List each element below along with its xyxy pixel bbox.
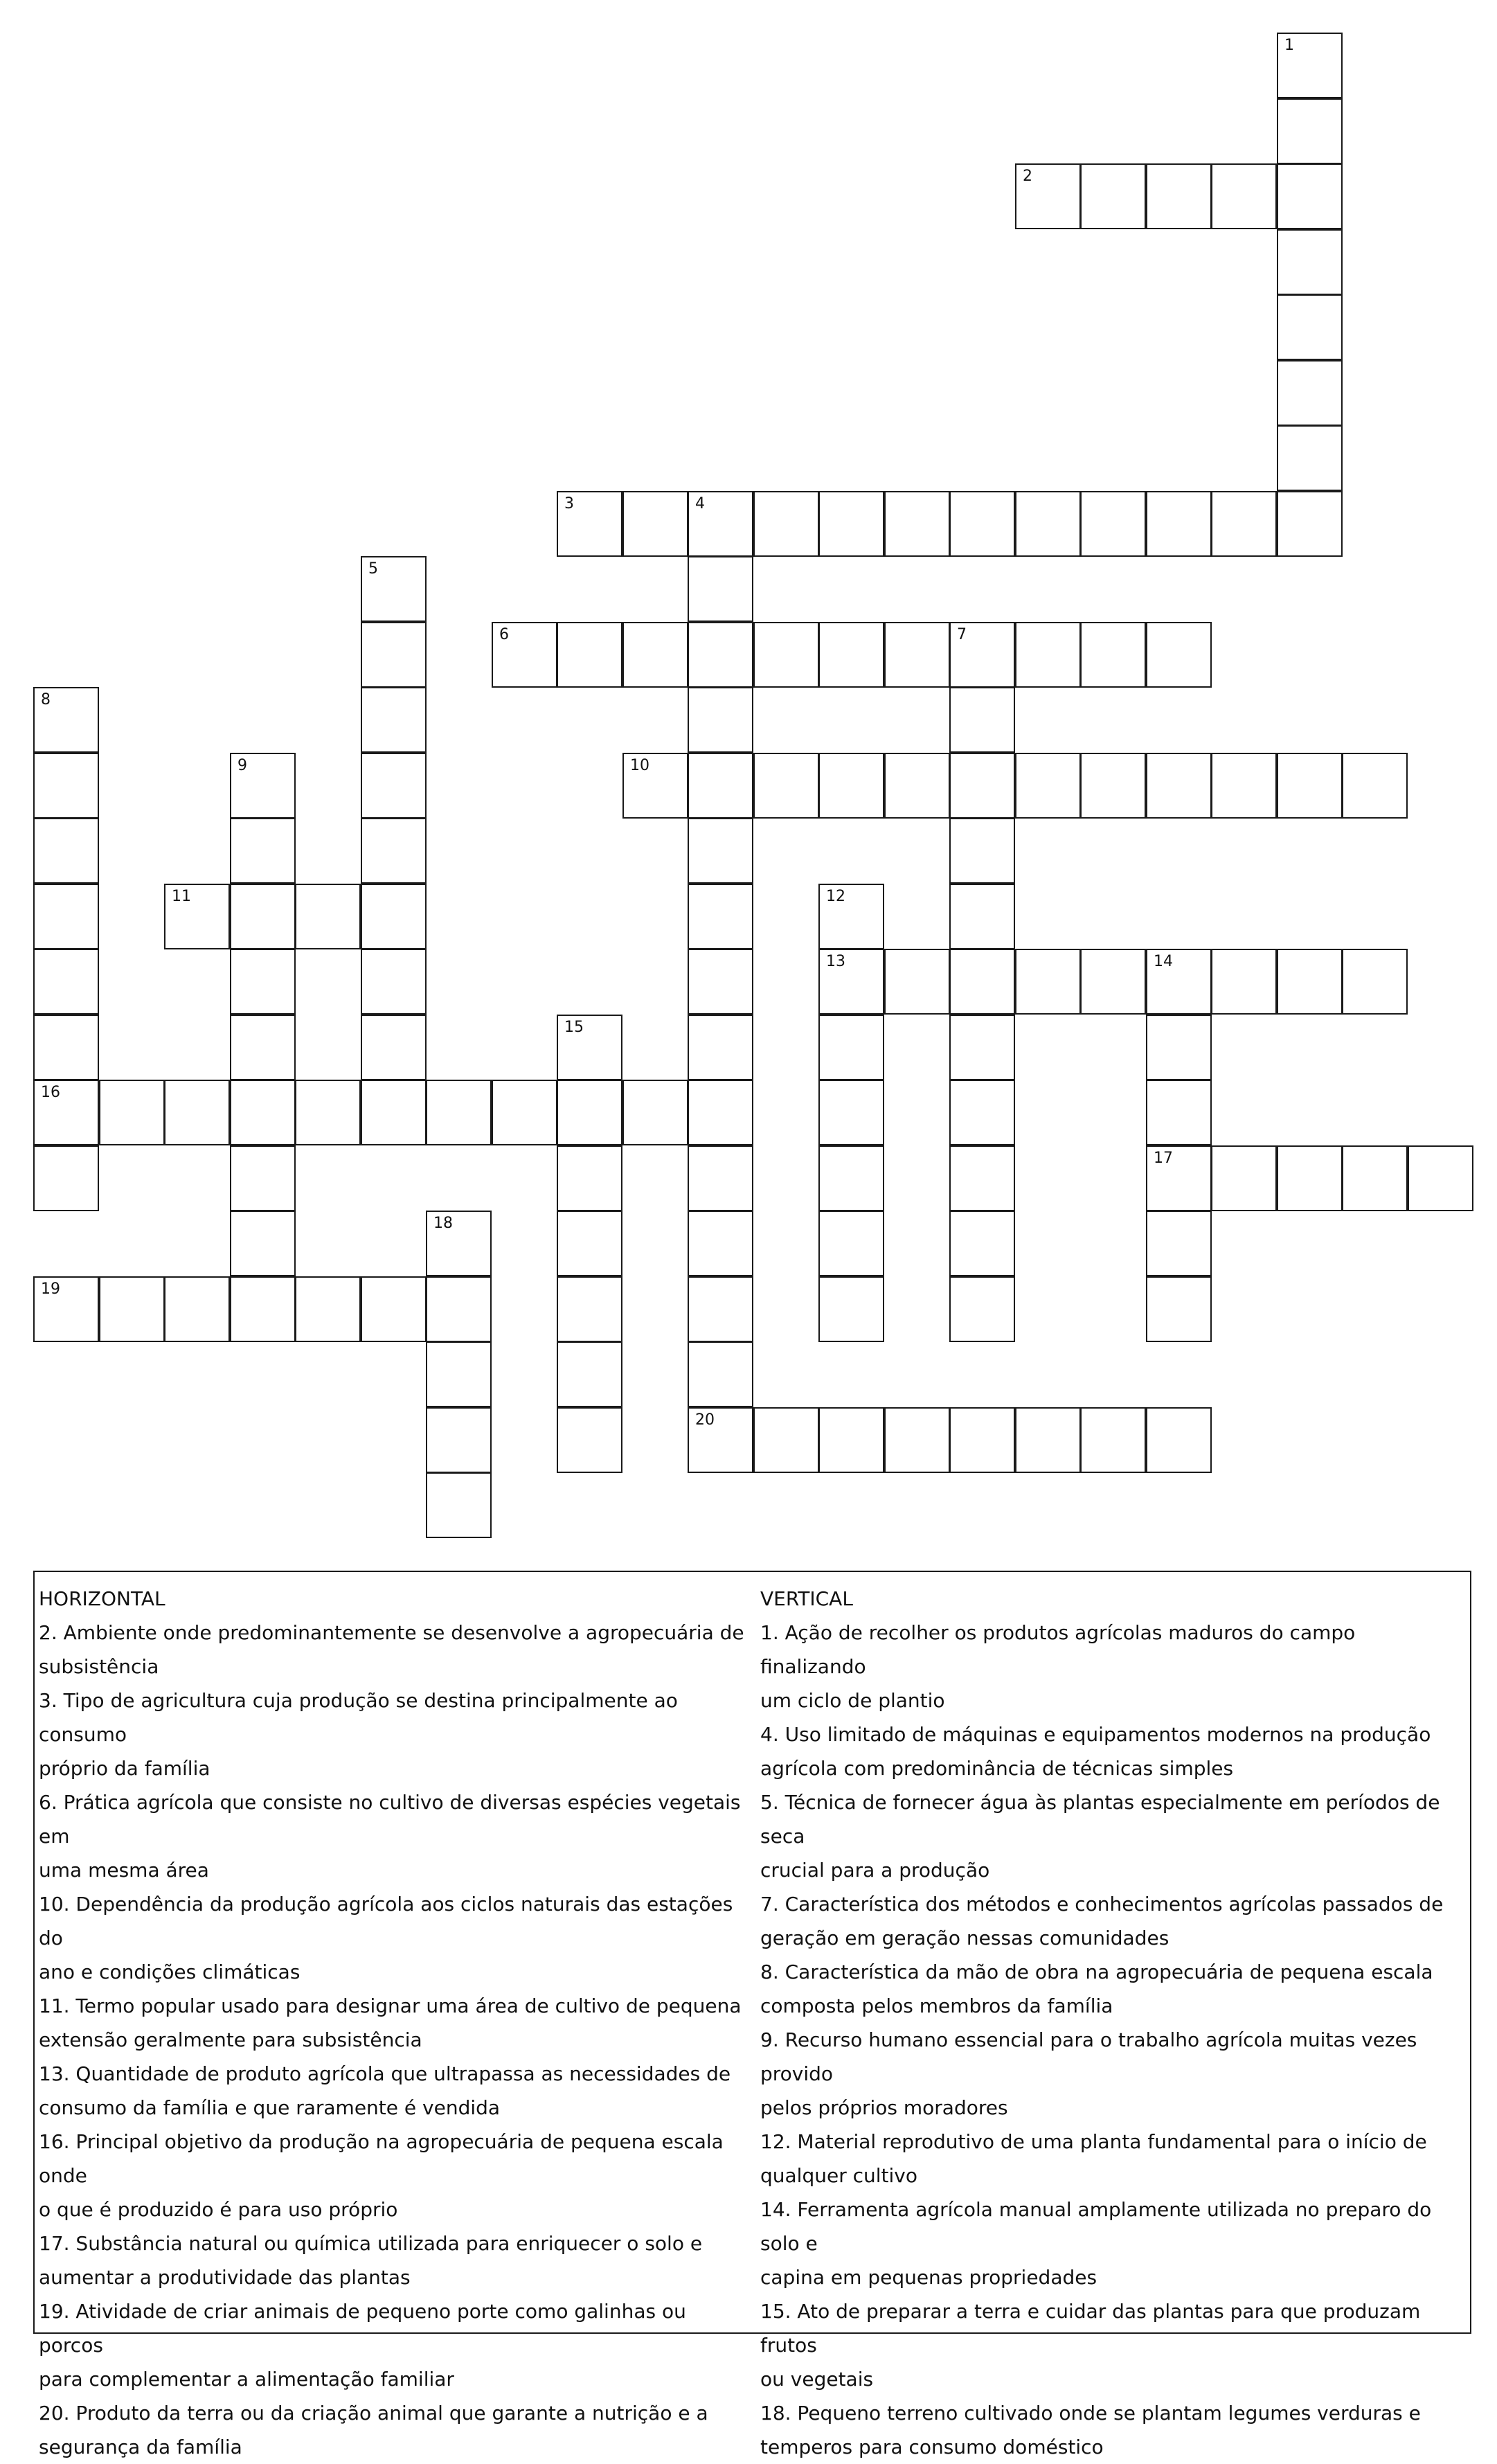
clue-line: um ciclo de plantio (760, 1689, 945, 1712)
clue-line: 2. Ambiente onde predominantemente se desenvolve a agropecuária de (39, 1621, 744, 1644)
clue-line: qualquer cultivo (760, 2164, 917, 2187)
clue-line: 17. Substância natural ou química utilizada para enriquecer o solo e (39, 2232, 703, 2255)
crossword-cell[interactable] (557, 1080, 622, 1145)
crossword-cell[interactable] (557, 1211, 622, 1276)
crossword-cell[interactable] (557, 1145, 622, 1211)
clue-number: 17 (1154, 1150, 1173, 1167)
clue-number: 19 (41, 1280, 60, 1298)
crossword-cell[interactable] (33, 687, 99, 753)
crossword-cell[interactable] (230, 1015, 296, 1080)
crossword-cell[interactable] (1408, 1145, 1473, 1211)
crossword-cell[interactable] (230, 1276, 296, 1342)
clue-line: 9. Recurso humano essencial para o trabalho agrícola muitas vezes provido (760, 2028, 1417, 2085)
crossword-cell[interactable] (818, 1407, 884, 1473)
crossword-cell[interactable] (949, 687, 1015, 753)
crossword-cell[interactable] (33, 1080, 99, 1145)
clue-number: 20 (695, 1411, 715, 1429)
crossword-cell[interactable] (1277, 425, 1343, 491)
crossword-cell[interactable] (230, 1080, 296, 1145)
crossword-cell[interactable] (1277, 163, 1343, 229)
clue-line: 7. Característica dos métodos e conhecimentos agrícolas passados de (760, 1893, 1444, 1916)
clue-line: ou vegetais (760, 2368, 874, 2391)
crossword-cell[interactable] (949, 622, 1015, 688)
crossword-cell[interactable] (164, 884, 230, 949)
clue-number: 2 (1023, 168, 1032, 185)
clue-line: composta pelos membros da família (760, 1994, 1113, 2017)
clue-line: 4. Uso limitado de máquinas e equipamentos modernos na produção (760, 1723, 1431, 1746)
clue-number: 5 (368, 560, 378, 578)
clue-number: 16 (41, 1084, 60, 1101)
crossword-cell[interactable] (492, 1080, 557, 1145)
crossword-cell[interactable] (1146, 1276, 1212, 1342)
crossword-cell[interactable] (688, 1015, 753, 1080)
horizontal-clues (39, 1582, 752, 2464)
crossword-cell[interactable] (688, 818, 753, 884)
crossword-cell[interactable] (949, 1145, 1015, 1211)
crossword-cell[interactable] (33, 753, 99, 819)
crossword-cell[interactable] (1146, 491, 1212, 557)
clue-line: 20. Produto da terra ou da criação animal que garante a nutrição e a (39, 2402, 708, 2425)
crossword-cell[interactable] (949, 949, 1015, 1015)
crossword-cell[interactable] (1277, 1145, 1343, 1211)
clue-line: 5. Técnica de fornecer água às plantas especialmente em períodos de seca (760, 1791, 1440, 1848)
crossword-cell[interactable] (818, 1276, 884, 1342)
crossword-cell[interactable] (622, 491, 688, 557)
crossword-cell[interactable] (1146, 1211, 1212, 1276)
crossword-cell[interactable] (1146, 1145, 1212, 1211)
clue-line: 11. Termo popular usado para designar uma área de cultivo de pequena (39, 1994, 742, 2017)
clue-line: o que é produzido é para uso próprio (39, 2198, 398, 2221)
crossword-cell[interactable] (688, 622, 753, 688)
clue-number: 12 (826, 888, 845, 905)
crossword-cell[interactable] (688, 1145, 753, 1211)
crossword-cell[interactable] (1277, 491, 1343, 557)
clue-number: 9 (237, 757, 247, 774)
crossword-cell[interactable] (361, 1015, 427, 1080)
crossword-cell[interactable] (295, 884, 361, 949)
crossword-cell[interactable] (426, 1276, 492, 1342)
clue-line: agrícola com predominância de técnicas simples (760, 1757, 1234, 1780)
crossword-cell[interactable] (1146, 163, 1212, 229)
crossword-cell[interactable] (230, 1211, 296, 1276)
crossword-cell[interactable] (361, 556, 427, 622)
crossword-cell[interactable] (688, 1276, 753, 1342)
crossword-cell[interactable] (492, 622, 557, 688)
crossword-cell[interactable] (230, 753, 296, 819)
clue-line: 15. Ato de preparar a terra e cuidar das plantas para que produzam frutos (760, 2300, 1421, 2357)
crossword-cell[interactable] (1277, 33, 1343, 98)
crossword-cell[interactable] (884, 753, 950, 819)
clue-line: pelos próprios moradores (760, 2096, 1008, 2119)
crossword-cell[interactable] (361, 884, 427, 949)
crossword-cell[interactable] (818, 1015, 884, 1080)
clue-number: 14 (1154, 953, 1173, 970)
crossword-cell[interactable] (1146, 622, 1212, 688)
crossword-cell[interactable] (361, 1080, 427, 1145)
crossword-cell[interactable] (230, 818, 296, 884)
crossword-cell[interactable] (1277, 294, 1343, 360)
crossword-cell[interactable] (688, 949, 753, 1015)
clue-line: 19. Atividade de criar animais de pequeno porte como galinhas ou porcos (39, 2300, 686, 2357)
crossword-cell[interactable] (1211, 1145, 1277, 1211)
crossword-cell[interactable] (1211, 949, 1277, 1015)
vertical-clues (760, 1582, 1467, 2464)
crossword-cell[interactable] (688, 1080, 753, 1145)
vertical-heading: VERTICAL (760, 1587, 853, 1610)
crossword-cell[interactable] (230, 1145, 296, 1211)
crossword-cell[interactable] (1146, 753, 1212, 819)
crossword-cell[interactable] (753, 753, 819, 819)
crossword-cell[interactable] (622, 753, 688, 819)
crossword-cell[interactable] (426, 1472, 492, 1538)
crossword-cell[interactable] (818, 753, 884, 819)
crossword-cell[interactable] (1080, 753, 1146, 819)
crossword-cell[interactable] (1080, 622, 1146, 688)
crossword-cell[interactable] (426, 1080, 492, 1145)
crossword-cell[interactable] (1080, 949, 1146, 1015)
crossword-cell[interactable] (1211, 491, 1277, 557)
clue-number: 8 (41, 691, 51, 708)
crossword-cell[interactable] (884, 1407, 950, 1473)
crossword-cell[interactable] (753, 491, 819, 557)
crossword-cell[interactable] (99, 1276, 165, 1342)
crossword-cell[interactable] (1342, 753, 1408, 819)
clue-number: 11 (172, 888, 191, 905)
crossword-cell[interactable] (949, 753, 1015, 819)
clues-box (33, 1571, 1471, 2458)
crossword-cell[interactable] (1277, 98, 1343, 164)
crossword-cell[interactable] (164, 1080, 230, 1145)
clue-line: 12. Material reprodutivo de uma planta fundamental para o início de (760, 2130, 1427, 2153)
clue-line: 10. Dependência da produção agrícola aos ciclos naturais das estações do (39, 1893, 733, 1949)
clue-line: consumo da família e que raramente é vendida (39, 2096, 501, 2119)
crossword-cell[interactable] (1080, 163, 1146, 229)
clue-line: próprio da família (39, 1757, 210, 1780)
clue-line: 14. Ferramenta agrícola manual amplamente utilizada no preparo do solo e (760, 2198, 1432, 2255)
clue-number: 7 (957, 626, 967, 643)
crossword-cell[interactable] (426, 1341, 492, 1407)
clue-line: 18. Pequeno terreno cultivado onde se plantam legumes verduras e (760, 2402, 1421, 2425)
crossword-cell[interactable] (688, 1407, 753, 1473)
crossword-cell[interactable] (426, 1407, 492, 1473)
crossword-cell[interactable] (164, 1276, 230, 1342)
clue-line: capina em pequenas propriedades (760, 2266, 1097, 2289)
crossword-cell[interactable] (818, 884, 884, 949)
crossword-cell[interactable] (818, 1145, 884, 1211)
crossword-cell[interactable] (1015, 163, 1081, 229)
crossword-cell[interactable] (818, 491, 884, 557)
crossword-cell[interactable] (688, 753, 753, 819)
crossword-cell[interactable] (753, 622, 819, 688)
horizontal-heading: HORIZONTAL (39, 1587, 165, 1610)
crossword-cell[interactable] (557, 491, 622, 557)
crossword-cell[interactable] (1277, 360, 1343, 426)
clue-line: crucial para a produção (760, 1859, 990, 1882)
crossword-cell[interactable] (1211, 753, 1277, 819)
crossword-cell[interactable] (949, 884, 1015, 949)
crossword-cell[interactable] (557, 1407, 622, 1473)
crossword-cell[interactable] (230, 884, 296, 949)
crossword-cell[interactable] (949, 1276, 1015, 1342)
crossword-cell[interactable] (753, 1407, 819, 1473)
crossword-cell[interactable] (949, 818, 1015, 884)
crossword-cell[interactable] (1015, 949, 1081, 1015)
clue-line: 13. Quantidade de produto agrícola que ultrapassa as necessidades de (39, 2062, 731, 2085)
crossword-cell[interactable] (361, 1276, 427, 1342)
clue-line: subsistência (39, 1655, 159, 1678)
clue-line: uma mesma área (39, 1859, 209, 1882)
crossword-cell[interactable] (688, 491, 753, 557)
crossword-cell[interactable] (884, 949, 950, 1015)
crossword-cell[interactable] (33, 1276, 99, 1342)
clue-line: geração em geração nessas comunidades (760, 1927, 1169, 1949)
crossword-cell[interactable] (361, 818, 427, 884)
crossword-cell[interactable] (949, 1211, 1015, 1276)
clue-number: 3 (564, 495, 574, 512)
clue-line: extensão geralmente para subsistência (39, 2028, 422, 2051)
crossword-cell[interactable] (1015, 753, 1081, 819)
crossword-cell[interactable] (1015, 1407, 1081, 1473)
crossword-cell[interactable] (361, 949, 427, 1015)
crossword-cell[interactable] (949, 1407, 1015, 1473)
crossword-cell[interactable] (818, 1211, 884, 1276)
clue-number: 4 (695, 495, 705, 512)
crossword-cell[interactable] (688, 1211, 753, 1276)
crossword-cell[interactable] (818, 622, 884, 688)
crossword-cell[interactable] (557, 1015, 622, 1080)
crossword-cell[interactable] (1080, 491, 1146, 557)
crossword-cell[interactable] (33, 1145, 99, 1211)
clue-number: 10 (630, 757, 649, 774)
crossword-cell[interactable] (949, 1015, 1015, 1080)
crossword-cell[interactable] (818, 1080, 884, 1145)
crossword-cell[interactable] (1146, 949, 1212, 1015)
clue-line: 3. Tipo de agricultura cuja produção se destina principalmente ao consumo (39, 1689, 678, 1746)
crossword-cell[interactable] (688, 884, 753, 949)
crossword-cell[interactable] (1080, 1407, 1146, 1473)
crossword-cell[interactable] (295, 1080, 361, 1145)
clue-line: temperos para consumo doméstico (760, 2436, 1104, 2458)
crossword-cell[interactable] (557, 1276, 622, 1342)
crossword-cell[interactable] (1277, 229, 1343, 295)
crossword-cell[interactable] (622, 1080, 688, 1145)
crossword-cell[interactable] (295, 1276, 361, 1342)
crossword-cell[interactable] (818, 949, 884, 1015)
crossword-cell[interactable] (361, 622, 427, 688)
crossword-cell[interactable] (33, 949, 99, 1015)
crossword-cell[interactable] (1146, 1080, 1212, 1145)
crossword-cell[interactable] (557, 1341, 622, 1407)
clue-number: 18 (433, 1215, 453, 1232)
crossword-cell[interactable] (1146, 1015, 1212, 1080)
clue-line: segurança da família (39, 2436, 242, 2458)
crossword-cell[interactable] (33, 1015, 99, 1080)
crossword-cell[interactable] (884, 622, 950, 688)
crossword-cell[interactable] (1277, 753, 1343, 819)
crossword-cell[interactable] (949, 491, 1015, 557)
clue-number: 15 (564, 1019, 584, 1036)
clue-line: 16. Principal objetivo da produção na agropecuária de pequena escala onde (39, 2130, 724, 2187)
crossword-cell[interactable] (1342, 1145, 1408, 1211)
clue-line: 6. Prática agrícola que consiste no cultivo de diversas espécies vegetais em (39, 1791, 741, 1848)
crossword-cell[interactable] (361, 687, 427, 753)
crossword-cell[interactable] (361, 753, 427, 819)
clue-number: 13 (826, 953, 845, 970)
crossword-cell[interactable] (1277, 949, 1343, 1015)
crossword-cell[interactable] (688, 1341, 753, 1407)
crossword-cell[interactable] (688, 687, 753, 753)
clue-number: 6 (499, 626, 509, 643)
crossword-cell[interactable] (99, 1080, 165, 1145)
crossword-cell[interactable] (1015, 622, 1081, 688)
crossword-cell[interactable] (949, 1080, 1015, 1145)
crossword-cell[interactable] (1146, 1407, 1212, 1473)
crossword-cell[interactable] (1015, 491, 1081, 557)
crossword-cell[interactable] (688, 556, 753, 622)
clue-line: aumentar a produtividade das plantas (39, 2266, 411, 2289)
crossword-cell[interactable] (426, 1211, 492, 1276)
clue-number: 1 (1284, 37, 1294, 54)
crossword-cell[interactable] (1342, 949, 1408, 1015)
crossword-cell[interactable] (884, 491, 950, 557)
crossword-cell[interactable] (557, 622, 622, 688)
crossword-cell[interactable] (622, 622, 688, 688)
crossword-cell[interactable] (230, 949, 296, 1015)
crossword-cell[interactable] (1211, 163, 1277, 229)
clue-line: ano e condições climáticas (39, 1961, 301, 1983)
clue-line: 1. Ação de recolher os produtos agrícolas maduros do campo finalizando (760, 1621, 1356, 1678)
clue-line: para complementar a alimentação familiar (39, 2368, 454, 2391)
crossword-cell[interactable] (33, 818, 99, 884)
clue-line: 8. Característica da mão de obra na agropecuária de pequena escala (760, 1961, 1433, 1983)
crossword-cell[interactable] (33, 884, 99, 949)
